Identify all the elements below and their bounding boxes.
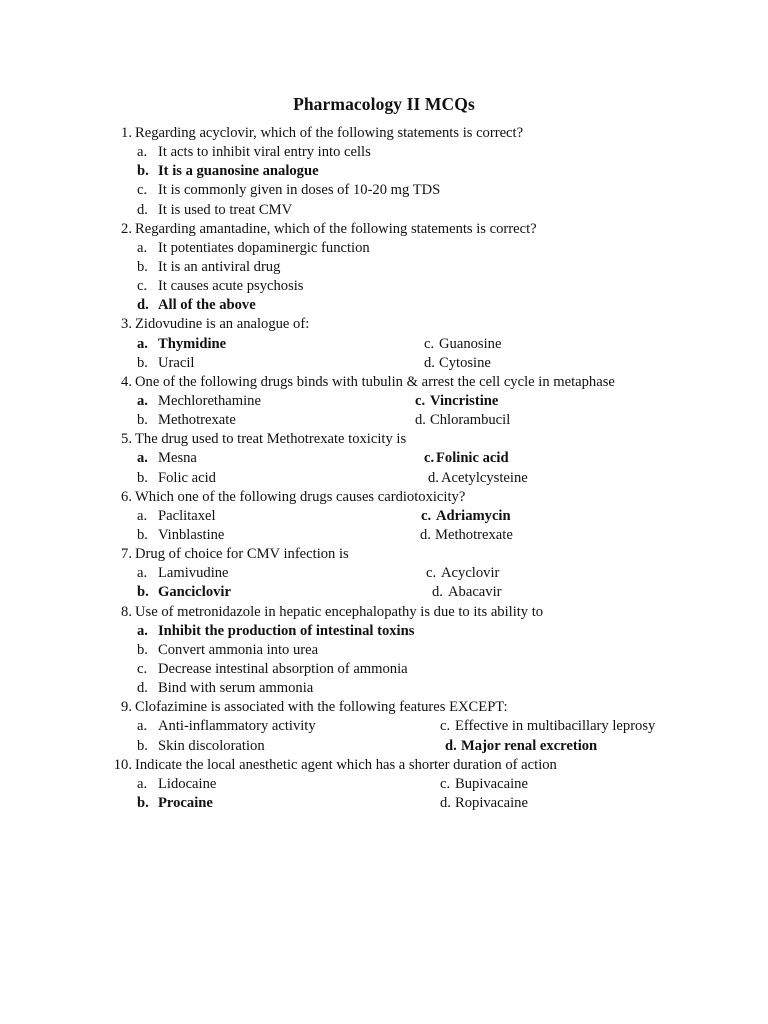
question-text: Indicate the local anesthetic agent which has a shorter duration of action <box>135 756 557 773</box>
question-number: 10. <box>113 756 132 773</box>
option-row <box>0 737 768 756</box>
question-text: Regarding amantadine, which of the following statements is correct? <box>135 220 537 237</box>
option-text: Lidocaine <box>158 775 217 792</box>
option-text: Uracil <box>158 354 195 371</box>
correct-option-letter: b. <box>137 163 149 180</box>
option-letter: c. <box>137 278 148 295</box>
correct-option-text: Thymidine <box>158 335 227 352</box>
option-letter: a. <box>137 718 148 735</box>
option-letter: d. <box>432 584 443 601</box>
option-row <box>0 181 768 200</box>
option-text: It acts to inhibit viral entry into cells <box>158 144 371 161</box>
option-letter: d. <box>137 201 148 218</box>
correct-option-letter: d. <box>137 297 149 314</box>
option-text: It causes acute psychosis <box>158 278 304 295</box>
option-letter: b. <box>137 526 148 543</box>
question-line <box>0 220 768 239</box>
question-number: 6. <box>121 488 132 505</box>
option-row <box>0 258 768 277</box>
option-letter: a. <box>137 450 148 467</box>
option-letter: b. <box>137 354 148 371</box>
option-text: Mechlorethamine <box>158 392 261 409</box>
question-text: Clofazimine is associated with the following features EXCEPT: <box>135 699 508 716</box>
option-letter: b. <box>137 737 148 754</box>
option-letter: d. <box>440 794 451 811</box>
option-letter: d. <box>420 526 431 543</box>
correct-option-letter: b. <box>137 794 149 811</box>
option-letter: a. <box>137 507 148 524</box>
option-letter: d. <box>137 680 148 697</box>
option-row <box>0 162 768 181</box>
option-letter: a. <box>137 392 148 409</box>
correct-option-letter: b. <box>137 584 149 601</box>
option-text: Bind with serum ammonia <box>158 680 314 697</box>
option-row <box>0 469 768 488</box>
question-text: Regarding acyclovir, which of the following statements is correct? <box>135 125 524 141</box>
question-line <box>0 545 768 564</box>
question-line <box>0 698 768 717</box>
option-text: Guanosine <box>439 335 502 352</box>
question-number: 5. <box>121 431 132 448</box>
correct-option-text: Ganciclovir <box>158 584 231 601</box>
correct-option-letter: c. <box>421 507 432 524</box>
option-letter: d. <box>428 469 439 486</box>
option-letter: a. <box>137 565 148 582</box>
correct-option-text: Major renal excretion <box>461 737 598 754</box>
option-letter: c. <box>137 660 148 677</box>
option-row <box>0 622 768 641</box>
question-line <box>0 124 768 143</box>
option-text: Abacavir <box>448 584 502 601</box>
correct-option-text: All of the above <box>158 297 256 314</box>
question-text: Which one of the following drugs causes cardiotoxicity? <box>135 488 466 505</box>
correct-option-letter: d. <box>445 737 457 754</box>
option-text: Convert ammonia into urea <box>158 641 319 658</box>
option-letter: a. <box>137 239 148 256</box>
option-row <box>0 775 768 794</box>
question-line <box>0 430 768 449</box>
correct-option-text: Adriamycin <box>436 507 511 524</box>
correct-option-letter: c. <box>424 450 435 467</box>
option-row <box>0 564 768 583</box>
question-list <box>0 124 768 813</box>
option-text: Lamivudine <box>158 565 229 582</box>
option-text: Paclitaxel <box>158 507 216 524</box>
option-row <box>0 449 768 468</box>
option-text: Bupivacaine <box>455 775 528 792</box>
question-text: Zidovudine is an analogue of: <box>135 316 310 333</box>
question-line <box>0 603 768 622</box>
option-row <box>0 411 768 430</box>
option-text: Acyclovir <box>441 565 500 582</box>
option-text: Ropivacaine <box>455 794 528 811</box>
option-text: Folic acid <box>158 469 216 486</box>
option-row <box>0 660 768 679</box>
option-row <box>0 679 768 698</box>
question-number: 2. <box>121 220 132 237</box>
option-letter: a. <box>137 144 148 161</box>
question-number: 3. <box>121 316 132 333</box>
option-row <box>0 717 768 736</box>
option-letter: b. <box>137 258 148 275</box>
question-line <box>0 756 768 775</box>
correct-option-letter: a. <box>137 335 148 352</box>
option-text: Methotrexate <box>158 412 236 429</box>
option-text: It is used to treat CMV <box>158 201 293 218</box>
option-letter: c. <box>424 335 435 352</box>
question-text: Drug of choice for CMV infection is <box>135 546 349 563</box>
option-text: Decrease intestinal absorption of ammonia <box>158 660 408 677</box>
option-row <box>0 354 768 373</box>
option-row <box>0 392 768 411</box>
option-row <box>0 296 768 315</box>
question-number: 1. <box>121 125 132 141</box>
correct-option-letter: a. <box>137 622 148 639</box>
correct-option-text: Procaine <box>158 794 213 811</box>
option-text: Chlorambucil <box>430 412 511 429</box>
option-letter: c. <box>440 775 451 792</box>
option-letter: d. <box>424 354 435 371</box>
option-letter: b. <box>137 412 148 429</box>
option-row <box>0 201 768 220</box>
question-text: Use of metronidazole in hepatic encephalopathy is due to its ability to <box>135 603 544 620</box>
correct-option-letter: c. <box>415 392 426 409</box>
correct-option-text: Vincristine <box>430 392 499 409</box>
option-text: Methotrexate <box>435 526 513 543</box>
option-letter: b. <box>137 469 148 486</box>
option-row <box>0 794 768 813</box>
question-number: 8. <box>121 603 132 620</box>
option-text: Skin discoloration <box>158 737 265 754</box>
option-letter: c. <box>426 565 437 582</box>
option-letter: c. <box>440 718 451 735</box>
option-row <box>0 583 768 602</box>
question-text: One of the following drugs binds with tubulin & arrest the cell cycle in metaphase <box>135 373 615 390</box>
option-row <box>0 641 768 660</box>
option-text: It is an antiviral drug <box>158 258 281 275</box>
correct-option-text: Inhibit the production of intestinal toxins <box>158 622 415 639</box>
option-row <box>0 335 768 354</box>
option-text: It potentiates dopaminergic function <box>158 239 370 256</box>
question-text: The drug used to treat Methotrexate toxicity is <box>135 431 407 448</box>
page-title: Pharmacology II MCQs <box>293 94 475 114</box>
option-text: Effective in multibacillary leprosy <box>455 718 656 735</box>
option-text: It is commonly given in doses of 10-20 mg TDS <box>158 182 441 199</box>
option-text: Cytosine <box>439 354 491 371</box>
option-row <box>0 143 768 162</box>
correct-option-text: Folinic acid <box>436 450 509 467</box>
question-line <box>0 488 768 507</box>
option-text: Vinblastine <box>158 526 225 543</box>
option-row <box>0 239 768 258</box>
option-row <box>0 277 768 296</box>
question-line <box>0 315 768 334</box>
option-letter: c. <box>137 182 148 199</box>
option-row <box>0 507 768 526</box>
question-number: 9. <box>121 699 132 716</box>
option-text: Acetylcysteine <box>441 469 528 486</box>
option-row <box>0 526 768 545</box>
option-letter: b. <box>137 641 148 658</box>
option-text: Anti-inflammatory activity <box>158 718 316 735</box>
option-letter: d. <box>415 412 426 429</box>
question-number: 7. <box>121 546 132 563</box>
option-text: Mesna <box>158 450 197 467</box>
question-line <box>0 373 768 392</box>
question-number: 4. <box>121 373 132 390</box>
option-letter: a. <box>137 775 148 792</box>
correct-option-text: It is a guanosine analogue <box>158 163 319 180</box>
